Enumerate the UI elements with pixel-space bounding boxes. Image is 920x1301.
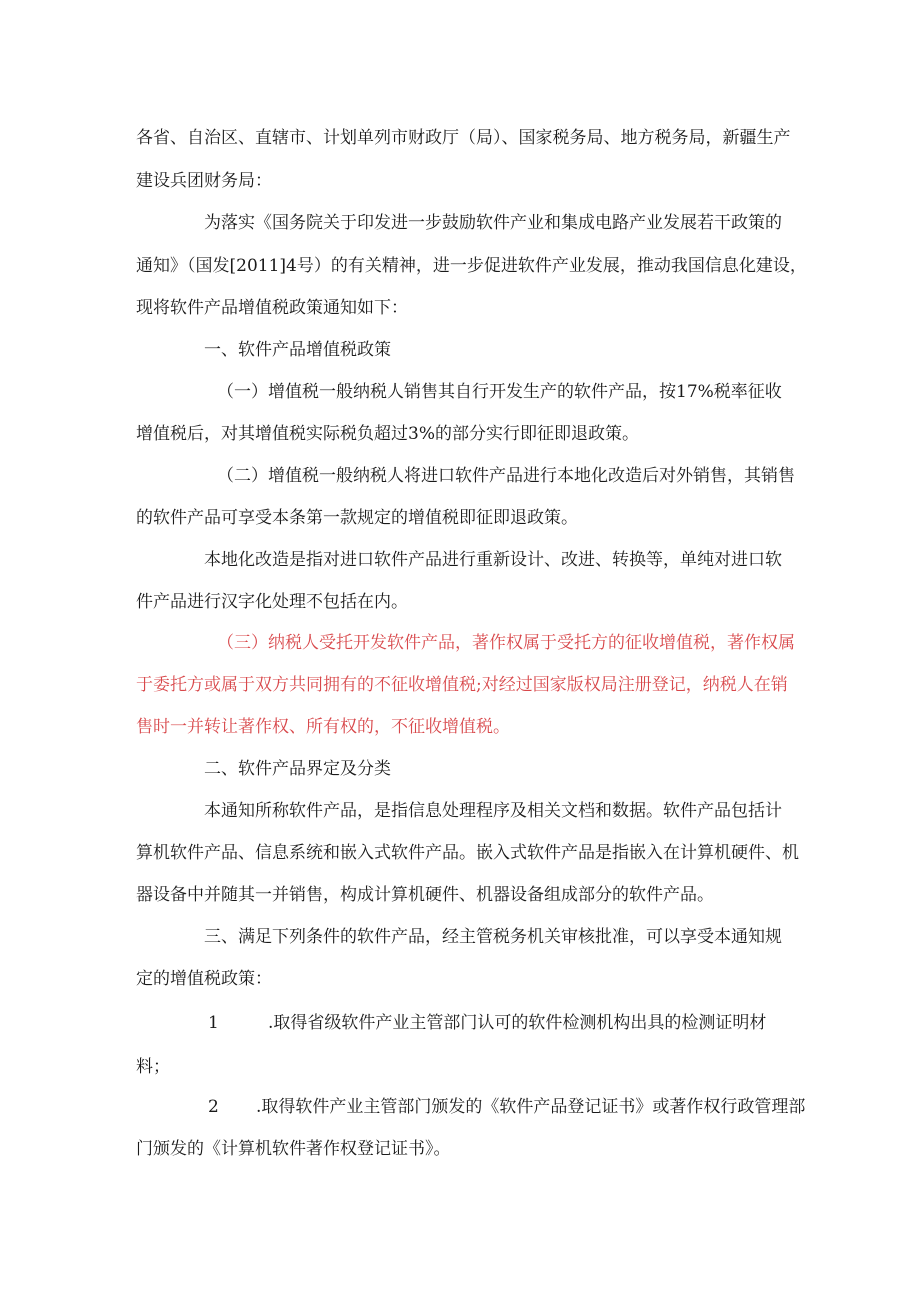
definition-line-3: 器设备中并随其一并销售，构成计算机硬件、机器设备组成部分的软件产品。 (136, 885, 714, 905)
clause-2-line-2: 的软件产品可享受本条第一款规定的增值税即征即退政策。 (136, 508, 578, 528)
clause-1-line-1: （一）增值税一般纳税人销售其自行开发生产的软件产品，按17%税率征收 (217, 382, 782, 402)
localization-line-2: 件产品进行汉字化处理不包括在内。 (136, 592, 408, 612)
definition-line-2: 算机软件产品、信息系统和嵌入式软件产品。嵌入式软件产品是指嵌入在计算机硬件、机 (136, 843, 799, 863)
section-heading-1: 一、软件产品增值税政策 (204, 340, 391, 360)
clause-3-line-3: 售时一并转让著作权、所有权的，不征收增值税。 (136, 717, 510, 737)
condition-1-line-2: 料； (136, 1057, 170, 1077)
section-heading-3-line-1: 三、满足下列条件的软件产品，经主管税务机关审核批准，可以享受本通知规 (204, 927, 782, 947)
condition-2-text: .取得软件产业主管部门颁发的《软件产品登记证书》或著作权行政管理部 (256, 1097, 806, 1117)
condition-1-text: .取得省级软件产业主管部门认可的软件检测机构出具的检测证明材 (268, 1013, 767, 1033)
condition-2-number: 2 (208, 1097, 219, 1117)
clause-3-line-1: （三）纳税人受托开发软件产品，著作权属于受托方的征收增值税，著作权属 (217, 633, 795, 653)
clause-3-line-2: 于委托方或属于双方共同拥有的不征收增值税;对经过国家版权局注册登记，纳税人在销 (136, 675, 788, 695)
addressee-line-2: 建设兵团财务局： (136, 171, 272, 191)
clause-2-line-1: （二）增值税一般纳税人将进口软件产品进行本地化改造后对外销售，其销售 (217, 466, 795, 486)
condition-2-line-2: 门颁发的《计算机软件著作权登记证书》。 (136, 1139, 451, 1159)
condition-1-line-1 (208, 1012, 878, 1034)
intro-line-2: 通知》（国发[2011]4号）的有关精神，进一步促进软件产业发展，推动我国信息化建设， (136, 256, 807, 276)
condition-1-number: 1 (208, 1013, 219, 1033)
intro-line-3: 现将软件产品增值税政策通知如下： (136, 298, 408, 318)
section-heading-3-line-2: 定的增值税政策： (136, 969, 272, 989)
section-heading-2: 二、软件产品界定及分类 (204, 759, 391, 779)
intro-line-1: 为落实《国务院关于印发进一步鼓励软件产业和集成电路产业发展若干政策的 (204, 213, 782, 233)
addressee-line-1: 各省、自治区、直辖市、计划单列市财政厅（局）、国家税务局、地方税务局，新疆生产 (136, 128, 791, 148)
clause-1-line-2: 增值税后，对其增值税实际税负超过3%的部分实行即征即退政策。 (136, 424, 639, 444)
localization-line-1: 本地化改造是指对进口软件产品进行重新设计、改进、转换等，单纯对进口软 (204, 550, 782, 570)
condition-2-line-1 (208, 1096, 878, 1118)
definition-line-1: 本通知所称软件产品，是指信息处理程序及相关文档和数据。软件产品包括计 (204, 801, 782, 821)
